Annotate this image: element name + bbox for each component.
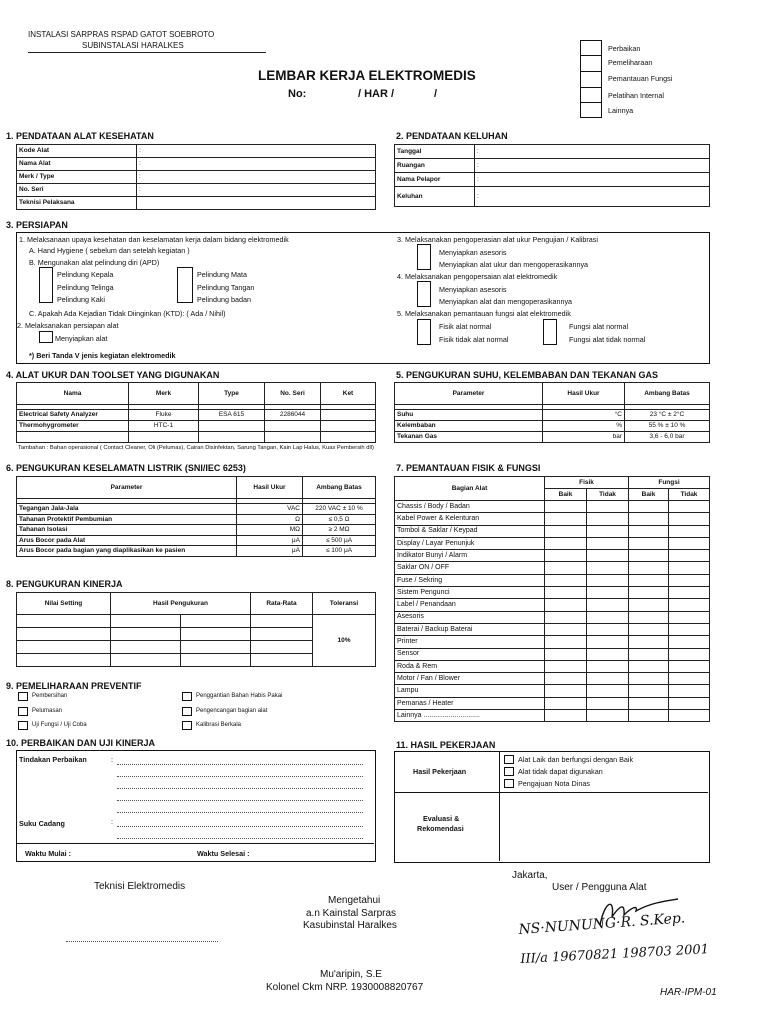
apd-pelindung-badan: Pelindung badan bbox=[197, 295, 251, 304]
check-cell[interactable] bbox=[669, 710, 710, 722]
check-cell[interactable] bbox=[669, 574, 710, 586]
check-cell[interactable] bbox=[669, 537, 710, 549]
prep-menyiapkan-alat: Menyiapkan alat bbox=[55, 334, 108, 343]
section-9-title: 9. PEMELIHARAAN PREVENTIF bbox=[6, 681, 142, 691]
apd-pelindung-kepala: Pelindung Kepala bbox=[57, 270, 114, 279]
part-name: Chassis / Body / Badan bbox=[395, 501, 545, 513]
part-name: Motor / Fan / Blower bbox=[395, 673, 545, 685]
check-cell[interactable] bbox=[587, 574, 629, 586]
section-5-title: 5. PENGUKURAN SUHU, KELEMBABAN DAN TEKANAN GAS bbox=[396, 370, 659, 380]
check-cell[interactable] bbox=[587, 623, 629, 635]
checkbox-penggantian[interactable] bbox=[182, 692, 192, 701]
prep-alat-checkbox[interactable] bbox=[39, 331, 53, 343]
prep-4a: Menyiapkan asesoris bbox=[439, 285, 507, 294]
field-keluhan: Keluhan bbox=[395, 187, 475, 207]
checkbox-uji-fungsi[interactable] bbox=[18, 721, 28, 730]
check-cell[interactable] bbox=[587, 587, 629, 599]
check-cell[interactable] bbox=[669, 673, 710, 685]
section-7-title: 7. PEMANTAUAN FISIK & FUNGSI bbox=[396, 463, 541, 473]
check-cell[interactable] bbox=[545, 648, 587, 660]
check-cell[interactable] bbox=[629, 673, 669, 685]
prep-5d: Fungsi alat tidak normal bbox=[569, 335, 646, 344]
check-cell[interactable] bbox=[669, 648, 710, 660]
check-cell[interactable] bbox=[587, 599, 629, 611]
check-cell[interactable] bbox=[545, 685, 587, 697]
checkbox-pembersihan[interactable] bbox=[18, 692, 28, 701]
form-number-label: No: bbox=[288, 88, 307, 100]
prep-5-checkbox-fisik[interactable] bbox=[417, 319, 431, 345]
apd-pelindung-tangan: Pelindung Tangan bbox=[197, 283, 255, 292]
form-number-slash: / bbox=[434, 88, 438, 100]
part-name: Fuse / Sekring bbox=[395, 574, 545, 586]
field-kode-alat: Kode Alat bbox=[17, 145, 137, 158]
activity-type-pemeliharaan: Pemeliharaan bbox=[608, 58, 653, 67]
table-row: Tahanan Isolasi MΩ ≥ 2 MΩ bbox=[17, 525, 376, 536]
col-type: Type bbox=[199, 383, 265, 405]
field-tanggal: Tanggal bbox=[395, 145, 475, 159]
part-name: Saklar ON / OFF bbox=[395, 562, 545, 574]
check-cell[interactable] bbox=[545, 550, 587, 562]
preventive-pelumasan: Pelumasan bbox=[32, 708, 63, 714]
check-cell[interactable] bbox=[629, 611, 669, 623]
table-row bbox=[395, 697, 710, 709]
spare-parts-colon: : bbox=[111, 817, 113, 826]
check-cell[interactable] bbox=[545, 562, 587, 574]
prep-5b: Fisik tidak alat normal bbox=[439, 335, 509, 344]
field-value[interactable]: : bbox=[137, 158, 376, 171]
section-10-title: 10. PERBAIKAN DAN UJI KINERJA bbox=[6, 738, 156, 748]
check-cell[interactable] bbox=[669, 660, 710, 672]
table-row bbox=[395, 611, 710, 623]
section-3-title: 3. PERSIAPAN bbox=[6, 220, 68, 230]
part-name: Tombol & Saklar / Keypad bbox=[395, 525, 545, 537]
location-label: Jakarta, bbox=[512, 870, 548, 881]
check-cell[interactable] bbox=[545, 697, 587, 709]
check-cell[interactable] bbox=[545, 611, 587, 623]
start-time-label: Waktu Mulai : bbox=[25, 849, 72, 858]
apd-pelindung-mata: Pelindung Mata bbox=[197, 270, 247, 279]
field-teknisi: Teknisi Pelaksana bbox=[17, 197, 137, 210]
handwritten-name: NS·NUNUNG·R. S.Kep. bbox=[518, 910, 686, 938]
col-nama: Nama bbox=[17, 383, 129, 405]
activity-type-pelatihan: Pelatihan Internal bbox=[608, 91, 664, 100]
check-cell[interactable] bbox=[545, 525, 587, 537]
field-value[interactable] bbox=[137, 197, 376, 210]
check-cell[interactable] bbox=[629, 562, 669, 574]
table-row bbox=[395, 501, 710, 513]
part-name: Roda & Rem bbox=[395, 660, 545, 672]
spare-parts-label: Suku Cadang bbox=[19, 819, 65, 828]
prep-item-5: 5. Melaksanakan pemantauan fungsi alat elektromedik bbox=[397, 309, 571, 318]
col-ambang-batas: Ambang Batas bbox=[625, 383, 710, 405]
check-cell[interactable] bbox=[545, 673, 587, 685]
check-cell[interactable] bbox=[587, 710, 629, 722]
result-nota-dinas: Pengajuan Nota Dinas bbox=[518, 779, 590, 788]
form-number-har: / HAR / bbox=[358, 88, 395, 100]
check-cell[interactable] bbox=[587, 648, 629, 660]
field-merk-type: Merk / Type bbox=[17, 171, 137, 184]
check-cell[interactable] bbox=[629, 636, 669, 648]
part-name: Baterai / Backup Baterai bbox=[395, 623, 545, 635]
table-row bbox=[395, 537, 710, 549]
table-row bbox=[395, 685, 710, 697]
col-parameter: Parameter bbox=[395, 383, 543, 405]
table-row bbox=[395, 599, 710, 611]
table-row bbox=[395, 636, 710, 648]
prep-5a: Fisik alat normal bbox=[439, 322, 492, 331]
check-cell[interactable] bbox=[669, 611, 710, 623]
check-cell[interactable] bbox=[629, 537, 669, 549]
result-label: Hasil Pekerjaan bbox=[413, 767, 467, 776]
field-value[interactable]: : bbox=[475, 187, 710, 207]
prep-3b: Menyiapkan alat ukur dan mengoperasikannya bbox=[439, 260, 589, 269]
preventive-uji-fungsi: Uji Fungsi / Uji Coba bbox=[32, 722, 87, 728]
part-name: Sistem Pengunci bbox=[395, 587, 545, 599]
check-cell[interactable] bbox=[669, 562, 710, 574]
field-nama-pelapor: Nama Pelapor bbox=[395, 173, 475, 187]
field-value[interactable]: : bbox=[137, 145, 376, 158]
section-2-title: 2. PENDATAAN KELUHAN bbox=[396, 131, 508, 141]
officer-nrp: Kolonel Ckm NRP. 1930008820767 bbox=[266, 982, 424, 993]
field-value[interactable]: : bbox=[137, 171, 376, 184]
field-no-seri: No. Seri bbox=[17, 184, 137, 197]
table-row bbox=[395, 660, 710, 672]
table-row bbox=[395, 513, 710, 525]
prep-item-4: 4. Melaksanakan pengopersaian alat elektromedik bbox=[397, 272, 558, 281]
table-row: Arus Bocor pada Alat μA ≤ 500 μA bbox=[17, 535, 376, 546]
result-tidak-dapat: Alat tidak dapat digunakan bbox=[518, 767, 603, 776]
check-cell[interactable] bbox=[545, 574, 587, 586]
checkbox-kalibrasi[interactable] bbox=[182, 721, 192, 730]
handwritten-nip: III/a 19670821 198703 2001 bbox=[520, 942, 710, 967]
tools-note: Tambahan : Bahan operasional ( Contact Cleaner, Oli (Pelumas), Cairan Disinfektan, Sarung Tangan, Kain Lap Halus, Kuas Pembersih dll) bbox=[18, 445, 374, 451]
check-cell[interactable] bbox=[587, 513, 629, 525]
check-cell[interactable] bbox=[545, 710, 587, 722]
check-cell[interactable] bbox=[669, 623, 710, 635]
table-row: Tahanan Protektif Pembumian Ω ≤ 0,5 Ω bbox=[17, 514, 376, 525]
check-cell[interactable] bbox=[669, 501, 710, 513]
check-cell[interactable] bbox=[545, 660, 587, 672]
preventive-pembersihan: Pembersihan bbox=[32, 693, 68, 699]
part-name: Indikator Bunyi / Alarm bbox=[395, 550, 545, 562]
table-row bbox=[395, 673, 710, 685]
table-row bbox=[395, 574, 710, 586]
tools-table bbox=[16, 382, 376, 443]
check-cell[interactable] bbox=[629, 623, 669, 635]
check-cell[interactable] bbox=[587, 660, 629, 672]
field-value[interactable]: : bbox=[475, 159, 710, 173]
activity-type-lainnya: Lainnya bbox=[608, 106, 634, 115]
electrical-safety-table: Parameter Hasil Ukur Ambang Batas Tegangan Jala-Jala VAC 220 VAC ± 10 % Tahanan Protektif Pembumian Ω ≤ 0,5 Ω Tahanan Isolasi MΩ ≥ 2 MΩ Arus Bocor pada Alat μA ≤ 500 μA Arus Bocor pada bagian yang diaplikasikan ke pasien μA ≤ 100 μA bbox=[16, 476, 376, 557]
check-cell[interactable] bbox=[669, 636, 710, 648]
activity-type-pemantauan: Pemantauan Fungsi bbox=[608, 74, 673, 83]
section-4-title: 4. ALAT UKUR DAN TOOLSET YANG DIGUNAKAN bbox=[6, 370, 220, 380]
repair-box bbox=[16, 750, 376, 862]
check-cell[interactable] bbox=[669, 550, 710, 562]
check-cell[interactable] bbox=[629, 587, 669, 599]
col-merk: Merk bbox=[129, 383, 199, 405]
check-cell[interactable] bbox=[545, 623, 587, 635]
kasubinstal-label: Kasubinstal Haralkes bbox=[303, 920, 397, 931]
prep-3-checkbox[interactable] bbox=[417, 244, 431, 270]
field-ruangan: Ruangan bbox=[395, 159, 475, 173]
part-name: Lainnya ............................. bbox=[395, 710, 545, 722]
check-cell[interactable] bbox=[669, 599, 710, 611]
table-row: Tegangan Jala-Jala VAC 220 VAC ± 10 % bbox=[17, 504, 376, 515]
check-cell[interactable] bbox=[669, 513, 710, 525]
table-row bbox=[395, 710, 710, 722]
check-cell[interactable] bbox=[629, 501, 669, 513]
section-8-title: 8. PENGUKURAN KINERJA bbox=[6, 579, 123, 589]
part-name: Printer bbox=[395, 636, 545, 648]
technician-title: Teknisi Elektromedis bbox=[94, 881, 186, 892]
end-time-label: Waktu Selesai : bbox=[197, 849, 250, 858]
prep-item-b: B. Mengunakan alat pelindung diri (APD) bbox=[29, 258, 160, 267]
col-ket: Ket bbox=[321, 383, 376, 405]
field-value[interactable]: : bbox=[137, 184, 376, 197]
check-cell[interactable] bbox=[629, 648, 669, 660]
table-row bbox=[395, 550, 710, 562]
acknowledged-label: Mengetahui bbox=[328, 895, 381, 906]
check-cell[interactable] bbox=[629, 574, 669, 586]
equipment-data-table bbox=[16, 144, 376, 210]
preventive-penggantian: Penggantian Bahan Habis Pakai bbox=[196, 693, 283, 699]
check-cell[interactable] bbox=[629, 599, 669, 611]
recommendation-label: Rekomendasi bbox=[417, 824, 464, 833]
field-value[interactable]: : bbox=[475, 173, 710, 187]
page-title: LEMBAR KERJA ELEKTROMEDIS bbox=[258, 68, 476, 83]
check-cell[interactable] bbox=[587, 525, 629, 537]
check-cell[interactable] bbox=[587, 537, 629, 549]
part-name: Lampu bbox=[395, 685, 545, 697]
check-cell[interactable] bbox=[545, 501, 587, 513]
check-cell[interactable] bbox=[629, 550, 669, 562]
col-no-seri: No. Seri bbox=[265, 383, 321, 405]
check-cell[interactable] bbox=[629, 525, 669, 537]
check-cell[interactable] bbox=[587, 685, 629, 697]
apd-pelindung-kaki: Pelindung Kaki bbox=[57, 295, 105, 304]
checkbox-laik[interactable] bbox=[504, 755, 514, 764]
prep-3a: Menyiapkan asesoris bbox=[439, 248, 507, 257]
table-row: Kelembaban % 55 % ± 10 % bbox=[395, 421, 710, 432]
check-cell[interactable] bbox=[629, 710, 669, 722]
prep-item-1: 1. Melaksanaan upaya kesehatan dan keselamatan kerja dalam bidang elektromedik bbox=[19, 235, 289, 244]
repair-action-colon: : bbox=[111, 755, 113, 764]
form-code: HAR-IPM-01 bbox=[660, 987, 717, 998]
check-cell[interactable] bbox=[669, 525, 710, 537]
prep-item-c: C. Apakah Ada Kejadian Tidak Diinginkan (KTD): ( Ada / Nihil) bbox=[29, 309, 226, 318]
check-cell[interactable] bbox=[629, 697, 669, 709]
preventive-kalibrasi: Kalibrasi Berkala bbox=[196, 722, 242, 728]
prep-item-3: 3. Melaksanakan pengoperasian alat ukur Pengujian / Kalibrasi bbox=[397, 235, 598, 244]
field-nama-alat: Nama Alat bbox=[17, 158, 137, 171]
prep-note: *) Beri Tanda V jenis kegiatan elektromedik bbox=[29, 351, 176, 360]
table-row: Arus Bocor pada bagian yang diaplikasikan ke pasien μA ≤ 100 μA bbox=[17, 546, 376, 557]
performance-table: Nilai Setting Hasil Pengukuran Rata-Rata Toleransi 10% bbox=[16, 592, 376, 667]
checkbox-pelumasan[interactable] bbox=[18, 707, 28, 716]
check-cell[interactable] bbox=[545, 537, 587, 549]
table-row bbox=[395, 562, 710, 574]
prep-5c: Fungsi alat normal bbox=[569, 322, 629, 331]
section-11-title: 11. HASIL PEKERJAAN bbox=[396, 740, 496, 750]
part-name: Sensor bbox=[395, 648, 545, 660]
prep-item-2: 2. Melaksanakan persiapan alat bbox=[17, 321, 119, 330]
evaluation-label: Evaluasi & bbox=[423, 814, 460, 823]
repair-action-label: Tindakan Perbaikan bbox=[19, 755, 87, 764]
preventive-pengencangan: Pengencangan bagian alat bbox=[196, 708, 268, 714]
check-cell[interactable] bbox=[545, 599, 587, 611]
table-row bbox=[395, 525, 710, 537]
prep-5-checkbox-fungsi[interactable] bbox=[543, 319, 557, 345]
section-1-title: 1. PENDATAAN ALAT KESEHATAN bbox=[6, 131, 154, 141]
apd-pelindung-telinga: Pelindung Telinga bbox=[57, 283, 114, 292]
check-cell[interactable] bbox=[587, 673, 629, 685]
physical-function-table: Bagian Alat Fisik Fungsi Baik Tidak Baik Tidak Chassis / Body / Badan Kabel Power & Kelenturan Tombol & Saklar / Keypad Display / Layar Penunjuk Indikator Bunyi / Alarm Saklar ON / OFF Fuse / Sekring Sistem Pengunci Label / Penandaan Asesoris Baterai / Backup Baterai Printer Sensor Roda & Rem Motor / Fan / Blower Lampu Pemanas / Heater Lainnya ............................. bbox=[394, 476, 710, 722]
environment-table bbox=[394, 382, 710, 443]
check-cell[interactable] bbox=[629, 660, 669, 672]
user-title: User / Pengguna Alat bbox=[552, 882, 647, 893]
check-cell[interactable] bbox=[545, 636, 587, 648]
result-laik: Alat Laik dan berfungsi dengan Baik bbox=[518, 755, 634, 764]
check-cell[interactable] bbox=[545, 513, 587, 525]
checkbox-tidak-dapat[interactable] bbox=[504, 767, 514, 776]
apd-checkbox-group-2[interactable] bbox=[177, 267, 193, 303]
result-box bbox=[394, 751, 710, 863]
part-name: Kabel Power & Kelenturan bbox=[395, 513, 545, 525]
complaint-data-table bbox=[394, 144, 710, 207]
apd-checkbox-group-1[interactable] bbox=[39, 267, 53, 303]
checkbox-pengencangan[interactable] bbox=[182, 707, 192, 716]
check-cell[interactable] bbox=[629, 685, 669, 697]
part-name: Pemanas / Heater bbox=[395, 697, 545, 709]
check-cell[interactable] bbox=[587, 501, 629, 513]
check-cell[interactable] bbox=[669, 685, 710, 697]
preparation-box bbox=[16, 232, 710, 364]
check-cell[interactable] bbox=[629, 513, 669, 525]
check-cell[interactable] bbox=[669, 587, 710, 599]
on-behalf-label: a.n Kainstal Sarpras bbox=[306, 908, 397, 919]
check-cell[interactable] bbox=[587, 550, 629, 562]
prep-4b: Menyiapkan alat dan mengoperasikannya bbox=[439, 297, 573, 306]
checkbox-nota-dinas[interactable] bbox=[504, 779, 514, 788]
check-cell[interactable] bbox=[545, 587, 587, 599]
check-cell[interactable] bbox=[587, 562, 629, 574]
table-row: Tekanan Gas bar 3,6 - 6,0 bar bbox=[395, 432, 710, 443]
activity-type-perbaikan: Perbaikan bbox=[608, 44, 641, 53]
col-hasil-ukur: Hasil Ukur bbox=[543, 383, 625, 405]
check-cell[interactable] bbox=[587, 697, 629, 709]
part-name: Asesoris bbox=[395, 611, 545, 623]
field-value[interactable]: : bbox=[475, 145, 710, 159]
prep-item-a: A. Hand Hygiene ( sebelum dan setelah kegiatan ) bbox=[29, 246, 190, 255]
check-cell[interactable] bbox=[669, 697, 710, 709]
check-cell[interactable] bbox=[587, 636, 629, 648]
check-cell[interactable] bbox=[587, 611, 629, 623]
table-row bbox=[395, 648, 710, 660]
institution-name: INSTALASI SARPRAS RSPAD GATOT SOEBROTO bbox=[28, 30, 215, 39]
table-row: Thermohygrometer HTC-1 bbox=[17, 421, 376, 432]
table-row: Electrical Safety Analyzer Fluke ESA 615 2286044 bbox=[17, 410, 376, 421]
part-name: Display / Layar Penunjuk bbox=[395, 537, 545, 549]
tolerance-value: 10% bbox=[313, 615, 376, 667]
sub-institution-name: SUBINSTALASI HARALKES bbox=[82, 41, 184, 50]
table-row bbox=[395, 623, 710, 635]
prep-4-checkbox[interactable] bbox=[417, 281, 431, 307]
section-6-title: 6. PENGUKURAN KESELAMATN LISTRIK (SNI/IEC 6253) bbox=[6, 463, 246, 473]
table-row: Suhu °C 23 °C ± 2°C bbox=[395, 410, 710, 421]
officer-name: Mu'aripin, S.E bbox=[320, 969, 382, 980]
table-row bbox=[395, 587, 710, 599]
part-name: Label / Penandaan bbox=[395, 599, 545, 611]
